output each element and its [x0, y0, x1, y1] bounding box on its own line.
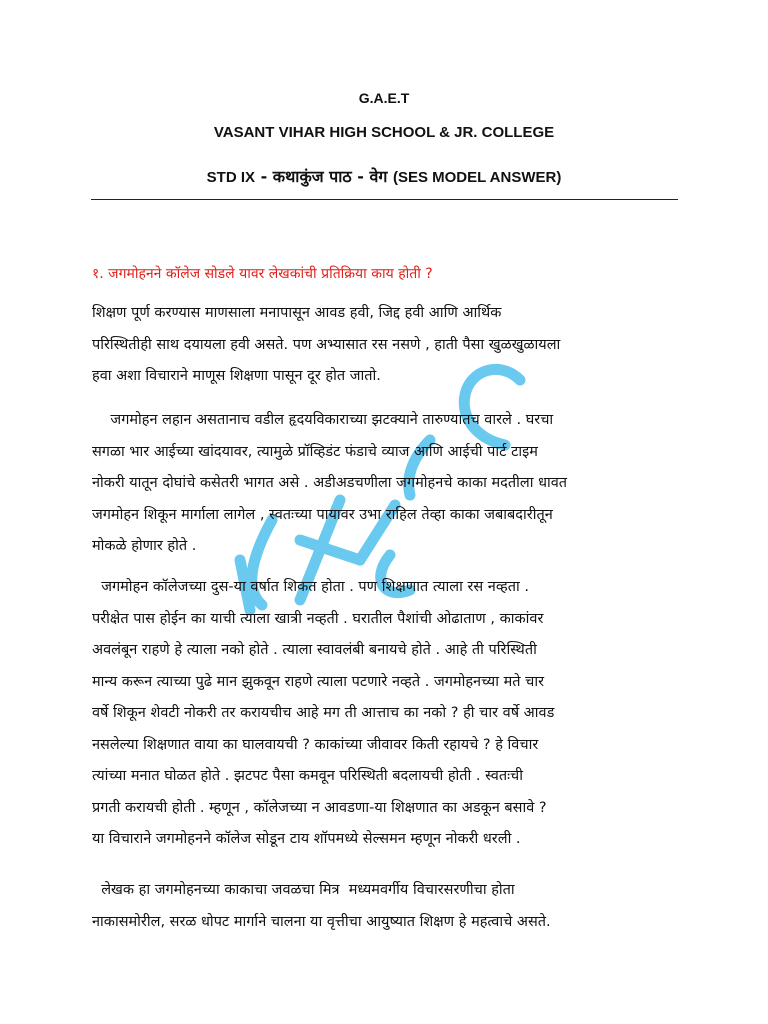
paragraph-line: परिस्थितीही साथ दयायला हवी असते. पण अभ्यासात रस नसणे , हाती पैसा खुळखुळायला: [92, 336, 561, 353]
answer-paragraph: [92, 875, 712, 938]
paragraph-line: अवलंबून राहणे हे त्याला नको होते . त्याला स्वावलंबी बनायचे होते . आहे ती परिस्थिती: [92, 642, 537, 658]
header-divider: [91, 199, 678, 200]
paragraph-line: जगमोहन शिकून मार्गाला लागेल , स्वतःच्या पायावर उभा राहिल तेव्हा काका जबाबदारीतून: [92, 506, 553, 523]
paragraph-line: प्रगती करायची होती . म्हणून , कॉलेजच्या न आवडणा-या शिक्षणात का अडकून बसावे ?: [92, 799, 547, 816]
paragraph-line: लेखक हा जगमोहनच्या काकाचा जवळचा मित्र मध्यमवर्गीय विचारसरणीचा होता: [92, 882, 515, 898]
paragraph-line: मोकळे होणार होते .: [92, 538, 197, 554]
paragraph-line: नोकरी यातून दोघांचे कसेतरी भागत असे . अडीअडचणीला जगमोहनचे काका मदतीला धावत: [92, 475, 568, 491]
paragraph-line: वर्षे शिकून शेवटी नोकरी तर करायचीच आहे मग ती आत्ताच का नको ? ही चार वर्षे आवड: [92, 705, 555, 721]
school-name: VASANT VIHAR HIGH SCHOOL & JR. COLLEGE: [213, 124, 555, 141]
answer-paragraph: [92, 298, 712, 393]
paragraph-line: हवा अशा विचाराने माणूस शिक्षणा पासून दूर होत जातो.: [92, 368, 381, 384]
paragraph-line: मान्य करून त्याच्या पुढे मान झुकवून राहणे त्याला पटणारे नव्हते . जगमोहनच्या मते चार: [92, 673, 545, 690]
paragraph-line: या विचाराने जगमोहनने कॉलेज सोडून टाय शॉपमध्ये सेल्समन म्हणून नोकरी धरली .: [92, 831, 521, 847]
school-code: G.A.E.T: [358, 90, 410, 106]
title-standard: STD IX: [206, 169, 256, 186]
paragraph-line: सगळा भार आईच्या खांदयावर, त्यामुळे प्रॉव्हिडंट फंडाचे व्याज आणि आईची पार्ट टाइम: [92, 443, 538, 460]
paragraph-line: त्यांच्या मनात घोळत होते . झटपट पैसा कमवून परिस्थिती बदलायची होती . स्वतःची: [92, 768, 523, 784]
answer-paragraph: [92, 572, 712, 856]
answer-paragraph: [92, 405, 712, 563]
paragraph-line: नाकासमोरील, सरळ धोपट मार्गाने चालना या वृत्तीचा आयुष्यात शिक्षण हे महत्वाचे असते.: [92, 913, 551, 930]
title-suffix: (SES MODEL ANSWER): [392, 169, 562, 186]
paragraph-line: जगमोहन लहान असतानाच वडील हृदयविकाराच्या झटक्याने तारुण्यातच वारले . घरचा: [92, 412, 554, 428]
question-heading: १. जगमोहनने कॉलेज सोडले यावर लेखकांची प्रतिक्रिया काय होती ?: [92, 266, 433, 282]
paragraph-line: शिक्षण पूर्ण करण्यास माणसाला मनापासून आवड हवी, जिद्द हवी आणि आर्थिक: [92, 305, 502, 321]
paragraph-line: जगमोहन कॉलेजच्या दुस-या वर्षात शिकत होता . पण शिक्षणात त्याला रस नव्हता .: [92, 579, 529, 595]
document-title: [0, 165, 768, 187]
title-lesson: - कथाकुंज पाठ - वेग: [255, 167, 393, 186]
paragraph-line: परीक्षेत पास होईन का याची त्याला खात्री नव्हती . घरातील पैशांची ओढाताण , काकांवर: [92, 610, 544, 627]
paragraph-line: नसलेल्या शिक्षणात वाया का घालवायची ? काकांच्या जीवावर किती रहायचे ? हे विचार: [92, 736, 539, 753]
